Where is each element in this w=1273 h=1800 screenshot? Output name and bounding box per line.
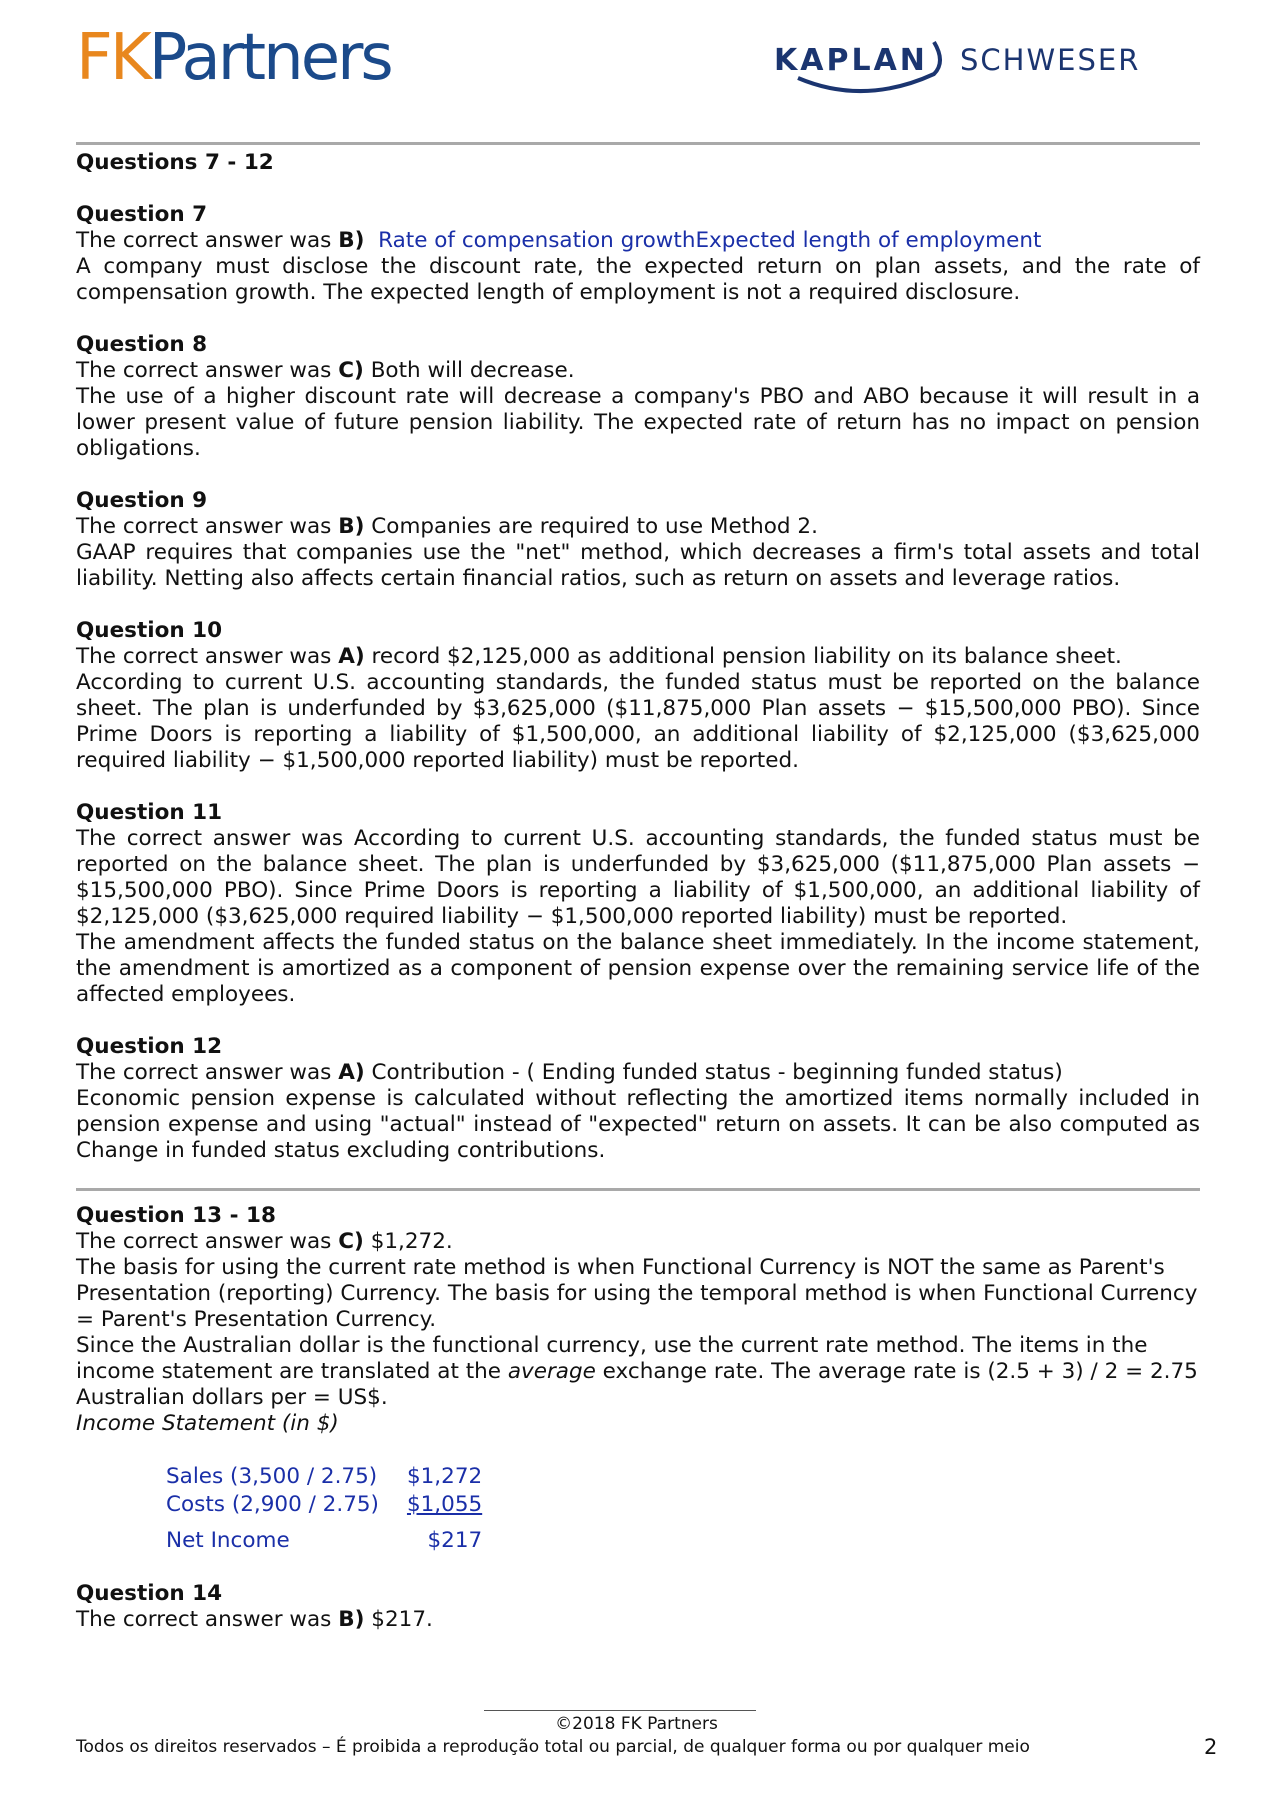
explanation: The use of a higher discount rate will decrease a company's PBO and ABO because it will result in a lower present value of future pension liability. The expected rate of return has no impact on pension obligations. bbox=[76, 384, 1200, 461]
answer-prefix: The correct answer was bbox=[76, 826, 354, 851]
table-row bbox=[166, 1519, 482, 1555]
explanation: The amendment affects the funded status on the balance sheet immediately. In the income statement, the amendment is amortized as a component of pension expense over the remaining service life of the affected employees. bbox=[76, 930, 1200, 1007]
row-label: Costs (2,900 / 2.75) bbox=[166, 1492, 379, 1517]
answer-text: Both will decrease. bbox=[370, 358, 575, 383]
section-title: Questions 7 - 12 bbox=[76, 150, 274, 175]
fk-partners-logo bbox=[76, 20, 391, 96]
question-title: Question 14 bbox=[76, 1581, 223, 1606]
answer-text: Companies are required to use Method 2. bbox=[371, 514, 818, 539]
explanation-part: exchange rate. The average rate is (2.5 + 3) / 2 = 2.75 Australian dollars per = US$. bbox=[76, 1359, 1198, 1410]
question-10 bbox=[76, 618, 1200, 774]
logo-fk-text: FK bbox=[76, 21, 149, 95]
explanation-emphasis: average bbox=[507, 1359, 596, 1384]
logo-kaplan-text: KAPLAN bbox=[774, 43, 928, 78]
question-title: Question 10 bbox=[76, 618, 223, 643]
answer-line bbox=[76, 514, 1200, 540]
row-value bbox=[379, 1491, 482, 1519]
explanation: A company must disclose the discount rate, the expected return on plan assets, and the rate of compensation growth. The expected length of employment is not a required disclosure. bbox=[76, 254, 1200, 305]
answer-key bbox=[76, 150, 1200, 1633]
logo-schweser-text: SCHWESER bbox=[960, 43, 1141, 77]
answer-text: $217. bbox=[371, 1607, 433, 1632]
income-statement-title: Income Statement (in $) bbox=[76, 1411, 339, 1436]
question-14 bbox=[76, 1581, 1200, 1633]
answer-text: record $2,125,000 as additional pension liability on its balance sheet. bbox=[371, 644, 1122, 669]
page-number: 2 bbox=[1204, 1735, 1218, 1759]
answer-letter: A) bbox=[338, 644, 365, 669]
footer-rule bbox=[484, 1710, 756, 1711]
question-7 bbox=[76, 202, 1200, 306]
answer-prefix: The correct answer was bbox=[76, 1607, 339, 1632]
answer-line bbox=[76, 1060, 1200, 1086]
explanation: GAAP requires that companies use the "net" method, which decreases a firm's total assets and total liability. Netting also affects certain financial ratios, such as return on assets and leverage ratios. bbox=[76, 540, 1200, 591]
answer-letter: B) bbox=[338, 228, 365, 253]
answer-letter: B) bbox=[338, 1607, 365, 1632]
explanation: According to current U.S. accounting standards, the funded status must be reported on the balance sheet. The plan is underfunded by $3,625,000 ($11,875,000 Plan assets − $15,500,000 PBO). Since Prime Doors is reporting a liability of $1,500,000, an additional liability of $2,125,000 ($3,625,000 required liability − $1,500,000 reported liability) must be reported. bbox=[76, 670, 1200, 773]
explanation-part: Since the Australian dollar is the functional currency, use the current rate method. The items in the income statement are translated at the bbox=[76, 1333, 1148, 1384]
answer-line bbox=[76, 826, 1200, 930]
question-8 bbox=[76, 332, 1200, 462]
explanation bbox=[76, 1333, 1200, 1411]
answer-letter: C) bbox=[338, 1229, 364, 1254]
question-title: Question 7 bbox=[76, 202, 208, 227]
question-title: Question 9 bbox=[76, 488, 208, 513]
logo-partners-text: Partners bbox=[148, 21, 391, 95]
row-value: $217 bbox=[427, 1528, 483, 1553]
answer-prefix: The correct answer was bbox=[76, 644, 339, 669]
question-title: Question 11 bbox=[76, 800, 223, 825]
section-divider bbox=[76, 142, 1200, 145]
page-header bbox=[0, 0, 1273, 140]
row-label: Sales (3,500 / 2.75) bbox=[166, 1464, 378, 1489]
question-9 bbox=[76, 488, 1200, 592]
row-label: Net Income bbox=[166, 1528, 290, 1553]
footer-copyright: ©2018 FK Partners bbox=[555, 1714, 718, 1734]
answer-text: $1,272. bbox=[370, 1229, 453, 1254]
explanation: Economic pension expense is calculated without reflecting the amortized items normally included in pension expense and using "actual" instead of "expected" return on assets. It can be also computed as Change in funded status excluding contributions. bbox=[76, 1086, 1200, 1163]
row-value: $1,272 bbox=[406, 1464, 483, 1489]
answer-line bbox=[76, 644, 1200, 670]
question-13-18 bbox=[76, 1203, 1200, 1633]
answer-line bbox=[76, 358, 1200, 384]
answer-prefix: The correct answer was bbox=[76, 1229, 339, 1254]
answer-text: According to current U.S. accounting standards, the funded status must be reported on the balance sheet. The plan is underfunded by $3,625,000 ($11,875,000 Plan assets − $15,500,000 PBO). Since Prime Doors is reporting a liability of $1,500,000, an additional liability of $2,125,000 ($3,625,000 required liability − $1,500,000 reported liability) must be reported. bbox=[76, 826, 1200, 929]
kaplan-schweser-logo bbox=[774, 34, 1154, 104]
answer-letter: A) bbox=[338, 1060, 365, 1085]
answer-letter: B) bbox=[338, 514, 365, 539]
answer-text: Contribution - ( Ending funded status - beginning funded status) bbox=[371, 1060, 1063, 1085]
section-title: Question 13 - 18 bbox=[76, 1203, 276, 1228]
income-statement-table bbox=[166, 1463, 482, 1555]
answer-prefix: The correct answer was bbox=[76, 228, 339, 253]
answer-letter: C) bbox=[338, 358, 364, 383]
explanation: The basis for using the current rate method is when Functional Currency is NOT the same as Parent's Presentation (reporting) Currency. The basis for using the temporal method is when Functional Currency = Parent's Presentation Currency. bbox=[76, 1255, 1198, 1332]
answer-prefix: The correct answer was bbox=[76, 1060, 339, 1085]
answer-prefix: The correct answer was bbox=[76, 514, 339, 539]
table-row bbox=[166, 1491, 482, 1519]
answer-line bbox=[76, 1229, 1200, 1255]
answer-text: Rate of compensation growthExpected length of employment bbox=[378, 228, 1042, 253]
question-12 bbox=[76, 1034, 1200, 1164]
answer-line bbox=[76, 228, 1200, 254]
row-value-underlined: $1,055 bbox=[406, 1492, 483, 1517]
footer-rights: Todos os direitos reservados – É proibida a reprodução total ou parcial, de qualquer forma ou por qualquer meio bbox=[76, 1737, 1030, 1757]
question-title: Question 8 bbox=[76, 332, 208, 357]
question-title: Question 12 bbox=[76, 1034, 223, 1059]
answer-line bbox=[76, 1607, 1200, 1633]
question-11 bbox=[76, 800, 1200, 1008]
answer-prefix: The correct answer was bbox=[76, 358, 339, 383]
table-row bbox=[166, 1463, 482, 1491]
